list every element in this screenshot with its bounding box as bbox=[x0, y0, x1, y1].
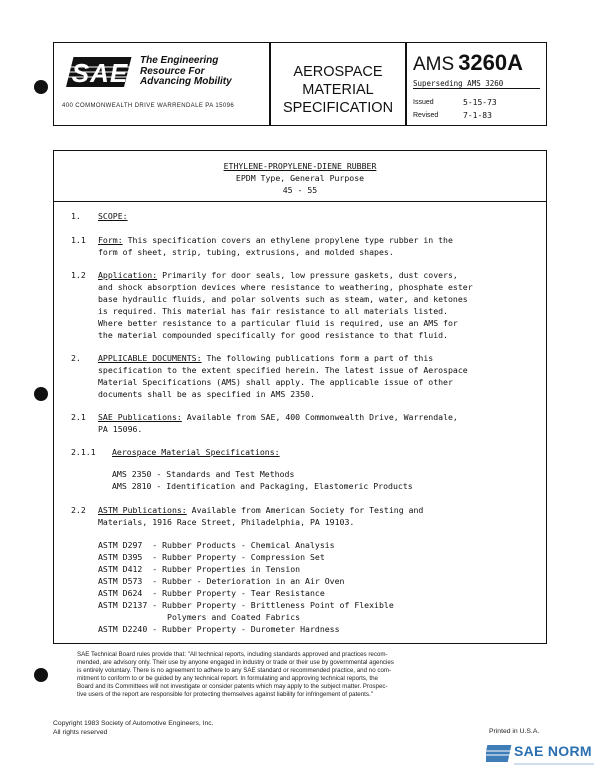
punch-hole-bottom bbox=[34, 668, 48, 682]
paragraph-text: The following publications form a part of this bbox=[201, 353, 434, 363]
section-number: 2.1.1 bbox=[71, 447, 96, 457]
paragraph-text: Available from American Society for Testing and bbox=[186, 505, 424, 515]
technical-board-rules bbox=[77, 651, 523, 699]
paragraph-text: Primarily for door seals, low pressure gaskets, dust covers, bbox=[157, 270, 458, 280]
spec-title-line: AEROSPACE bbox=[293, 64, 383, 80]
rights-line: All rights reserved bbox=[53, 729, 108, 736]
paragraph-text: This specification covers an ethylene propylene type rubber in the bbox=[122, 235, 453, 245]
reference-item: ASTM D573 - Rubber - Deterioration in an Air Oven bbox=[98, 576, 345, 586]
sae-address: 400 COMMONWEALTH DRIVE WARRENDALE PA 15096 bbox=[62, 103, 235, 109]
spec-type-title bbox=[272, 63, 404, 117]
paragraph-line: documents shall be as specified in AMS 2350. bbox=[98, 389, 315, 399]
section-number: 1.1 bbox=[71, 235, 86, 245]
reference-item: AMS 2350 - Standards and Test Methods bbox=[112, 469, 295, 479]
revised-date: 7-1-83 bbox=[463, 111, 492, 120]
punch-hole-middle bbox=[34, 387, 48, 401]
section-heading-ams: Aerospace Material Specifications: bbox=[112, 447, 280, 457]
tagline-line: Advancing Mobility bbox=[140, 76, 232, 87]
sae-tagline bbox=[140, 56, 232, 88]
reference-item: ASTM D2240 - Rubber Property - Durometer Hardness bbox=[98, 624, 340, 634]
section-number: 2.2 bbox=[71, 505, 86, 515]
section-heading-form: Form: bbox=[98, 235, 123, 245]
reference-item: AMS 2810 - Identification and Packaging, Elastomeric Products bbox=[112, 481, 413, 491]
section-number: 1. bbox=[71, 211, 81, 221]
superseding-note: Superseding AMS 3260 bbox=[413, 79, 540, 89]
section-number: 1.2 bbox=[71, 270, 86, 280]
reference-item: ASTM D395 - Rubber Property - Compression Set bbox=[98, 552, 325, 562]
paragraph-line: is required. This material has fair resistance to all materials listed. bbox=[98, 306, 448, 316]
paragraph-line: Materials, 1916 Race Street, Philadelphia, PA 19103. bbox=[98, 517, 355, 527]
ams-number bbox=[413, 50, 523, 76]
section-heading-astm: ASTM Publications: bbox=[98, 505, 187, 515]
paragraph-line: Where better resistance to a particular fluid is required, use an AMS for bbox=[98, 318, 458, 328]
paragraph-line: Material Specifications (AMS) shall apply. The applicable issue of other bbox=[98, 377, 453, 387]
material-title bbox=[53, 160, 547, 196]
paragraph-line: and shock absorption devices where resistance to weathering, phosphate ester bbox=[98, 282, 473, 292]
sae-logo-text: SAE bbox=[71, 58, 129, 88]
revised-label: Revised bbox=[413, 112, 439, 119]
section-number: 2.1 bbox=[71, 412, 86, 422]
section-heading-application: Application: bbox=[98, 270, 158, 280]
paragraph-line bbox=[98, 504, 423, 516]
paragraph-line: form of sheet, strip, tubing, extrusions, and molded shapes. bbox=[98, 247, 394, 257]
section-heading-documents: APPLICABLE DOCUMENTS: bbox=[98, 353, 202, 363]
punch-hole-top bbox=[34, 80, 48, 94]
tagline-line: The Engineering bbox=[140, 55, 219, 66]
printed-in: Printed in U.S.A. bbox=[489, 728, 540, 735]
copyright-line: Copyright 1983 Society of Automotive Engineers, Inc. bbox=[53, 720, 214, 727]
issued-date: 5-15-73 bbox=[463, 98, 497, 107]
title-separator bbox=[53, 201, 547, 202]
rules-line: mitment to conform to or be guided by any technical report. In formulating and approving technical reports, the bbox=[77, 675, 378, 682]
rules-line: Board and its Committees will not investigate or consider patents which may apply to the subject matter. Prospec- bbox=[77, 683, 388, 690]
sae-logo bbox=[64, 55, 132, 89]
paragraph-line bbox=[98, 234, 453, 246]
material-name: ETHYLENE-PROPYLENE-DIENE RUBBER bbox=[223, 161, 377, 171]
reference-item: ASTM D297 - Rubber Products - Chemical Analysis bbox=[98, 540, 335, 550]
rules-line: SAE Technical Board rules provide that: "All technical reports, including standards approved and practices recom- bbox=[77, 651, 388, 658]
reference-item: Polymers and Coated Fabrics bbox=[98, 612, 301, 622]
issued-label: Issued bbox=[413, 99, 434, 106]
rules-line: mended, are advisory only. Their use by anyone engaged in industry or trade or their use by governmental agencies bbox=[77, 659, 394, 666]
paragraph-line bbox=[98, 411, 458, 423]
header-divider bbox=[269, 42, 271, 126]
hardness-range: 45 - 55 bbox=[282, 185, 318, 195]
copyright bbox=[53, 719, 214, 737]
paragraph-line: specification to the extent specified herein. The latest issue of Aerospace bbox=[98, 365, 468, 375]
material-type: EPDM Type, General Purpose bbox=[235, 173, 365, 183]
spec-title-line: MATERIAL bbox=[302, 82, 374, 98]
paragraph-line bbox=[98, 269, 458, 281]
paragraph-line: PA 15096. bbox=[98, 424, 143, 434]
ams-prefix: AMS bbox=[413, 54, 455, 75]
reference-item: ASTM D2137 - Rubber Property - Brittleness Point of Flexible bbox=[98, 600, 394, 610]
section-number: 2. bbox=[71, 353, 81, 363]
reference-item: ASTM D624 - Rubber Property - Tear Resistance bbox=[98, 588, 325, 598]
header-divider bbox=[405, 42, 407, 126]
spec-title-line: SPECIFICATION bbox=[282, 100, 394, 116]
watermark-text: SAE NORM bbox=[514, 743, 592, 759]
section-heading-scope: SCOPE: bbox=[98, 211, 128, 221]
paragraph-line: the material compounded specifically for good resistance to that fluid. bbox=[98, 330, 448, 340]
tagline-line: Resource For bbox=[140, 65, 205, 77]
paragraph-line bbox=[98, 352, 433, 364]
rules-line: tive users of the report are responsible for protecting themselves against liability for infringement of patents." bbox=[77, 691, 373, 698]
section-heading-sae: SAE Publications: bbox=[98, 412, 182, 422]
ams-designation: 3260A bbox=[458, 50, 524, 75]
rules-line: is entirely voluntary. There is no agreement to adhere to any SAE standard or recommended practice, and no com- bbox=[77, 667, 392, 674]
paragraph-text: Available from SAE, 400 Commonwealth Drive, Warrendale, bbox=[181, 412, 458, 422]
reference-item: ASTM D412 - Rubber Properties in Tension bbox=[98, 564, 301, 574]
paragraph-line: base hydraulic fluids, and polar solvents such as steam, water, and ketones bbox=[98, 294, 468, 304]
